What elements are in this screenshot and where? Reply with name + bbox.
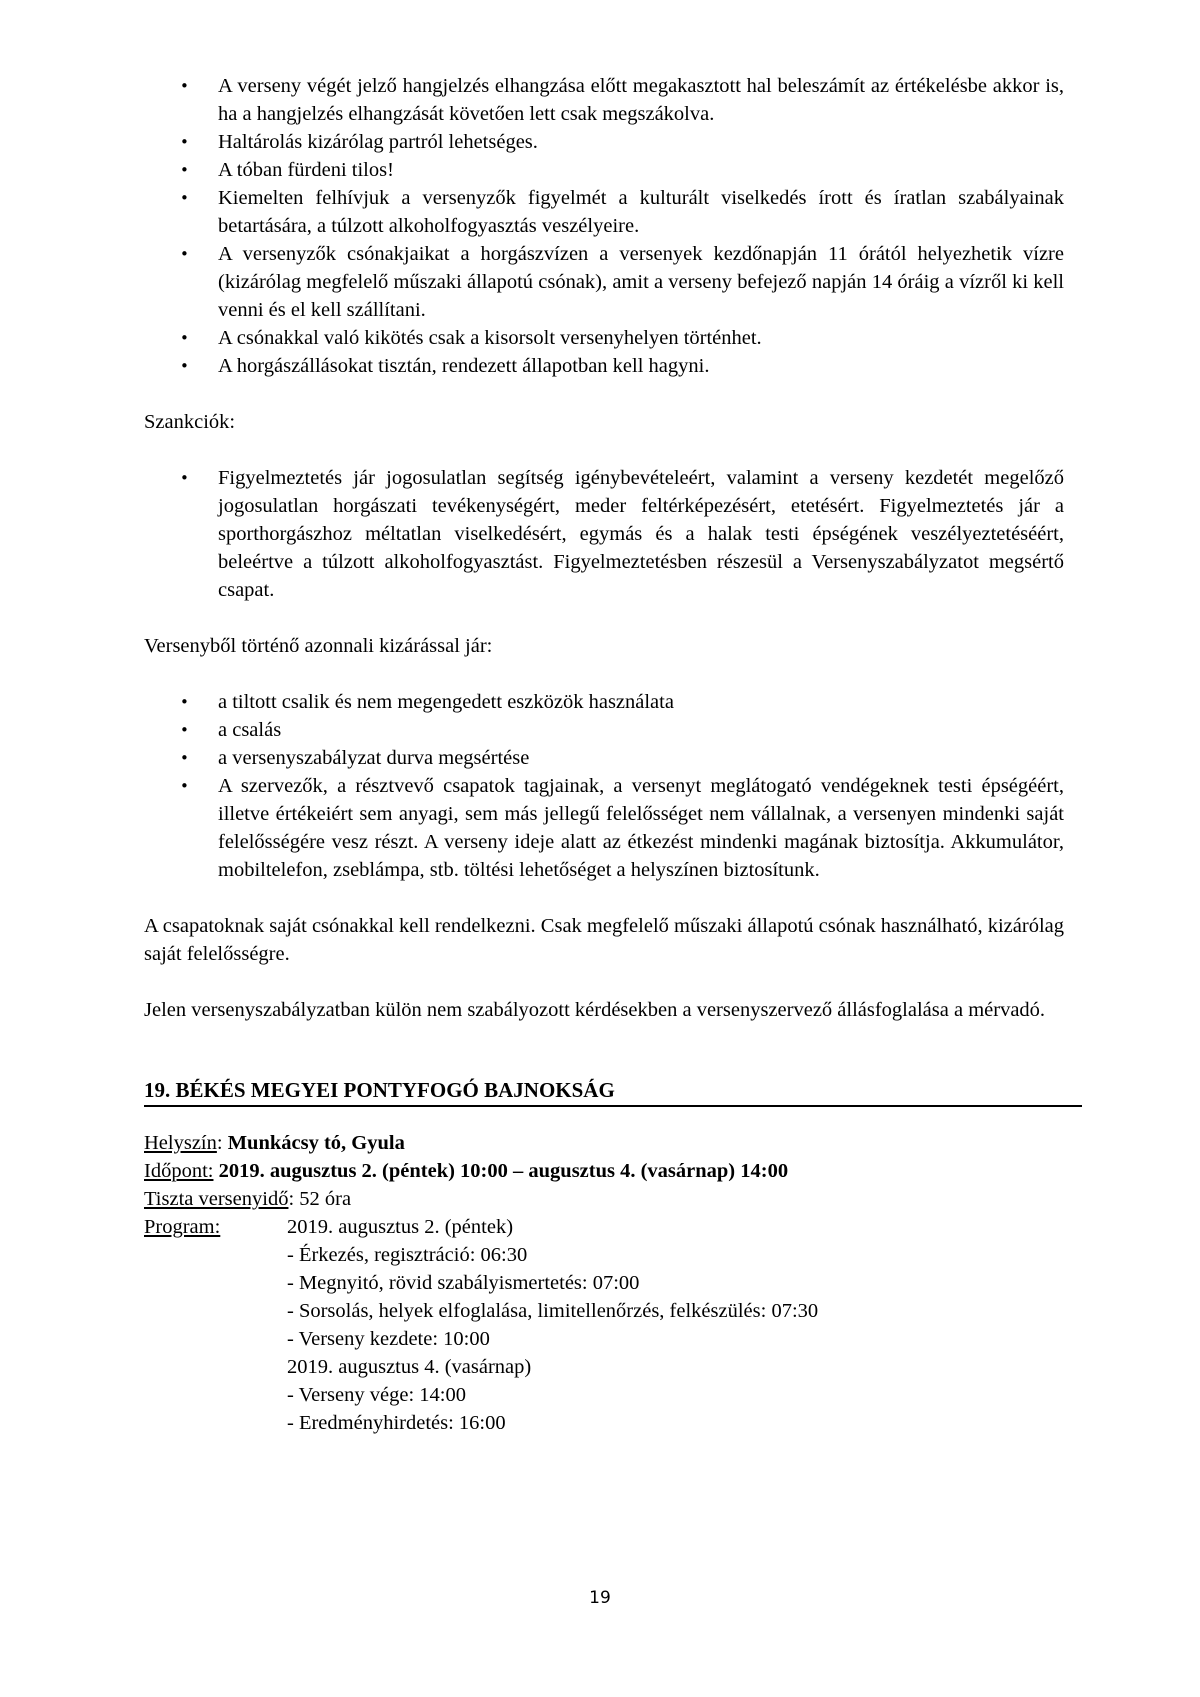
location-value: Munkácsy tó, Gyula — [227, 1132, 405, 1154]
exclusion-heading: Versenyből történő azonnali kizárással jár: — [144, 635, 493, 657]
program-row — [144, 1213, 1064, 1437]
sanctions-heading: Szankciók: — [144, 411, 236, 433]
program-line: - Sorsolás, helyek elfoglalása, limitellenőrzés, felkészülés: 07:30 — [287, 1300, 819, 1322]
list-item: • Kiemelten felhívjuk a versenyzők figyelmét a kulturált viselkedés írott és íratlan szabályainak betartására, a túlzott alkoholfogyasztás veszélyeire. — [144, 184, 1064, 240]
list-item: • A verseny végét jelző hangjelzés elhangzása előtt megakasztott hal beleszámít az értékelésbe akkor is, ha a hangjelzés elhangzását követően lett csak megszákolva. — [144, 72, 1064, 128]
program-label: Program: — [144, 1216, 221, 1238]
list-item: • A versenyzők csónakjaikat a horgászvízen a versenyek kezdőnapján 11 órától helyezhetik vízre (kizárólag megfelelő műszaki állapotú csónak), amit a verseny befejező napján 14 óráig a vízről ki kell venni és el kell szállítani. — [144, 240, 1064, 324]
program-line: - Verseny vége: 14:00 — [287, 1384, 466, 1406]
list-item: • A horgászállásokat tisztán, rendezett állapotban kell hagyni. — [144, 352, 1064, 380]
list-item: • a versenyszabályzat durva megsértése — [144, 744, 1064, 772]
exclusion-list — [144, 688, 1064, 884]
net-time-row — [144, 1185, 1064, 1213]
program-line: - Érkezés, regisztráció: 06:30 — [287, 1244, 528, 1266]
sanctions-list — [144, 464, 1064, 604]
location-row — [144, 1129, 1064, 1157]
program-lines — [287, 1213, 818, 1437]
program-line: 2019. augusztus 2. (péntek) — [287, 1216, 514, 1238]
program-line: 2019. augusztus 4. (vasárnap) — [287, 1356, 532, 1378]
list-item: • A csónakkal való kikötés csak a kisorsolt versenyhelyen történhet. — [144, 324, 1064, 352]
list-item: • A szervezők, a résztvevő csapatok tagjainak, a versenyt meglátogató vendégeknek testi épségéért, illetve értékeiért sem anyagi, sem más jellegű felelősséget nem vállalnak, a versenyen mindenki saját felelősségére vesz részt. A verseny ideje alatt az étkezést mindenki magának biztosítja. Akkumulátor, mobiltelefon, zseblámpa, stb. töltési lehetőséget a helyszínen biztosítunk. — [144, 772, 1064, 884]
location-label: Helyszín — [144, 1132, 217, 1154]
time-value: 2019. augusztus 2. (péntek) 10:00 – augusztus 4. (vasárnap) 14:00 — [218, 1160, 789, 1182]
net-time-label: Tiszta versenyidő — [144, 1188, 289, 1210]
location-colon: : — [216, 1132, 228, 1154]
list-item: • Haltárolás kizárólag partról lehetséges. — [144, 128, 1064, 156]
program-line: - Eredményhirdetés: 16:00 — [287, 1412, 506, 1434]
boats-paragraph: A csapatoknak saját csónakkal kell rendelkezni. Csak megfelelő műszaki állapotú csónak használható, kizárólag saját felelősségre. — [144, 915, 1064, 965]
net-time-colon: : — [288, 1188, 300, 1210]
list-item: • A tóban fürdeni tilos! — [144, 156, 1064, 184]
list-item: • a tiltott csalik és nem megengedett eszközök használata — [144, 688, 1064, 716]
program-line: - Verseny kezdete: 10:00 — [287, 1328, 490, 1350]
final-paragraph: Jelen versenyszabályzatban külön nem szabályozott kérdésekben a versenyszervező állásfoglalása a mérvadó. — [144, 999, 1046, 1021]
program-line: - Megnyitó, rövid szabályismertetés: 07:00 — [287, 1272, 640, 1294]
section-title: 19. BÉKÉS MEGYEI PONTYFOGÓ BAJNOKSÁG — [144, 1076, 1082, 1107]
net-time-value: 52 óra — [299, 1188, 352, 1210]
event-info — [144, 1129, 1064, 1437]
page-number: 19 — [589, 1588, 611, 1608]
rules-list — [144, 72, 1064, 380]
list-item: • Figyelmeztetés jár jogosulatlan segítség igénybevételeért, valamint a verseny kezdetét megelőző jogosulatlan horgászati tevékenységért, meder feltérképezésért, etetésért. Figyelmeztetés jár a sporthorgászhoz méltatlan viselkedésért, egymás és a halak testi épségének veszélyeztetéséért, beleértve a túlzott alkoholfogyasztást. Figyelmeztetésben részesül a Versenyszabályzatot megsértő csapat. — [144, 464, 1064, 604]
time-label: Időpont: — [144, 1160, 214, 1182]
time-row — [144, 1157, 1064, 1185]
list-item: • a csalás — [144, 716, 1064, 744]
page-content — [144, 72, 1064, 1437]
